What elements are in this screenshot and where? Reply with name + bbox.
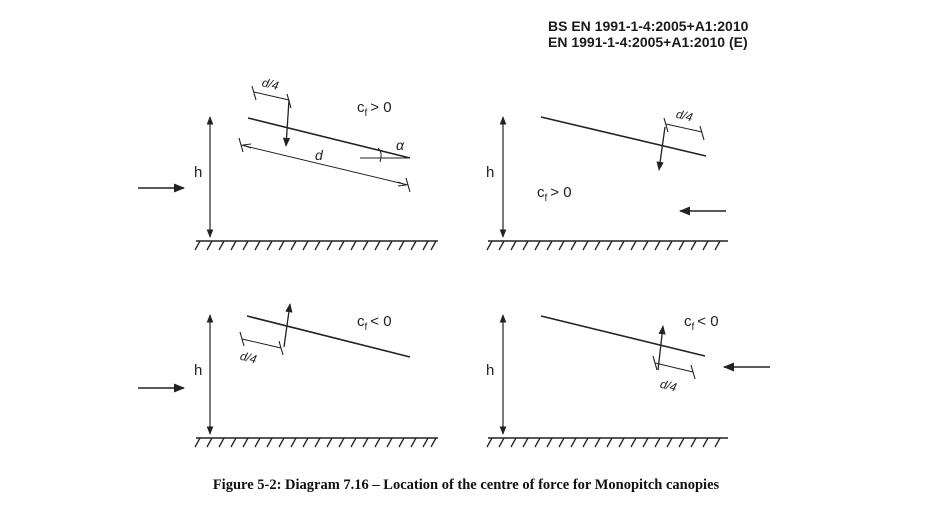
height-label: h bbox=[486, 164, 495, 181]
height-label: h bbox=[194, 164, 203, 181]
height-label: h bbox=[486, 362, 495, 379]
ground-hatch bbox=[195, 438, 438, 447]
pitch-angle-label: α bbox=[396, 137, 404, 153]
force-arrow bbox=[659, 127, 665, 170]
depth-label: d bbox=[315, 147, 323, 163]
svg-text:cf> 0: $c_f > 0$ bbox=[357, 99, 392, 119]
ground-hatch bbox=[487, 241, 728, 250]
canopy-roof bbox=[541, 117, 706, 156]
svg-text:cf> 0: $c_f > 0$ bbox=[537, 184, 572, 204]
canopy-roof bbox=[541, 316, 705, 356]
panel-top-left bbox=[138, 75, 438, 250]
standard-line-2: EN 1991-1-4:2005+A1:2010 (E) bbox=[548, 34, 748, 50]
quarter-depth-label: d/4 bbox=[674, 106, 695, 125]
force-coefficient-label bbox=[684, 313, 719, 333]
quarter-depth-label: d/4 bbox=[238, 348, 259, 367]
force-coefficient-label bbox=[357, 313, 392, 333]
figure-caption: Figure 5-2: Diagram 7.16 – Location of the centre of force for Monopitch canopies bbox=[212, 477, 720, 493]
force-arrow bbox=[286, 100, 289, 146]
quarter-depth-label: d/4 bbox=[658, 376, 679, 395]
force-coefficient-label bbox=[357, 99, 392, 119]
panel-top-right bbox=[486, 107, 728, 250]
quarter-depth-label: d/4 bbox=[260, 75, 281, 93]
panel-bottom-left bbox=[138, 304, 438, 447]
force-arrow bbox=[658, 326, 663, 370]
svg-text:cf< 0: $c_f < 0$ bbox=[684, 313, 719, 333]
ground-hatch bbox=[195, 241, 438, 250]
ground-hatch bbox=[487, 438, 728, 447]
height-label: h bbox=[194, 362, 203, 379]
svg-text:cf< 0: $c_f < 0$ bbox=[357, 313, 392, 333]
standard-line-1: BS EN 1991-1-4:2005+A1:2010 bbox=[548, 18, 749, 34]
force-coefficient-label bbox=[537, 184, 572, 204]
panel-bottom-right bbox=[486, 313, 770, 447]
